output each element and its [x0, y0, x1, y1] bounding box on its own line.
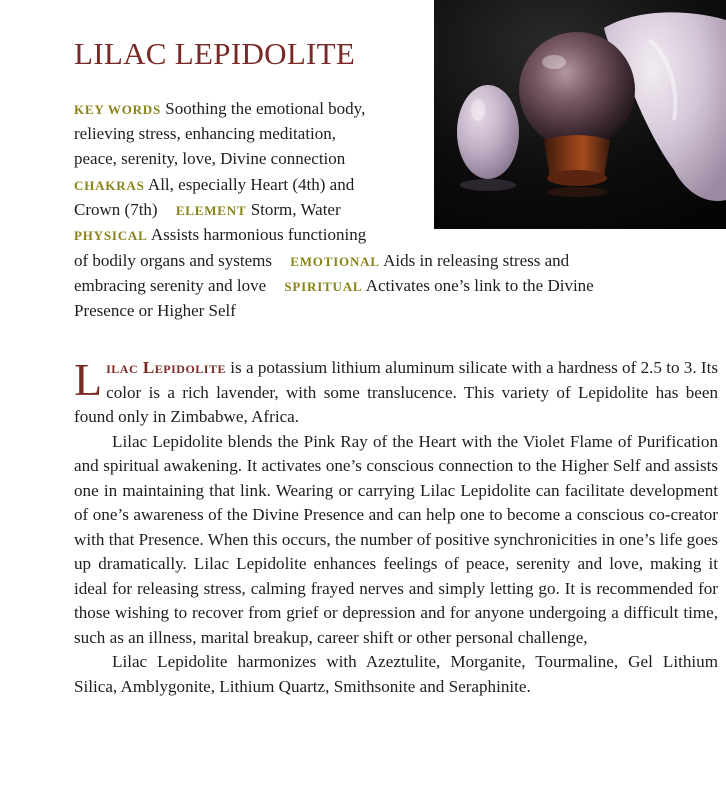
attr-keywords-line3: peace, serenity, love, Divine connection — [74, 149, 346, 168]
attr-physical — [74, 222, 366, 248]
keywords-label: KEY WORDS — [74, 102, 162, 117]
paragraph-1-text: is a potassium lithium aluminum silicate with a hardness of 2.5 to 3. Its color is a rich lavender, with some translucence. This variety of Lepidolite has been found only in Zimbabwe, Africa. — [74, 358, 719, 426]
physical-text-cont: of bodily organs and systems — [74, 251, 273, 270]
spiritual-label: SPIRITUAL — [284, 279, 363, 294]
drop-cap: L — [74, 354, 103, 405]
attr-element — [74, 197, 341, 223]
attr-keywords-line2: relieving stress, enhancing meditation, — [74, 124, 337, 143]
body-text — [74, 356, 718, 699]
emotional-text: Aids in releasing stress and — [383, 251, 570, 270]
attr-emotional — [74, 248, 569, 274]
keywords-text: Soothing the emotional body, — [165, 99, 366, 118]
attr-keywords — [74, 96, 365, 122]
paragraph-1 — [74, 356, 718, 430]
emotional-text-cont: embracing serenity and love — [74, 276, 267, 295]
paragraph-2: Lilac Lepidolite blends the Pink Ray of the Heart with the Violet Flame of Purification and spiritual awakening. It activates one’s conscious connection to the Higher Self and assists one in maintaining that link. Wearing or carrying Lilac Lepidolite can facilitate development of one’s awareness of the Divine Presence and can help one to become a conscious co-creator with that Presence. When this occurs, the number of positive synchronicities in one’s life goes up dramatically. Lilac Lepidolite enhances feelings of peace, serenity and love, making it ideal for releasing stress, calming frayed nerves and simply letting go. It is recommended for those wishing to recover from grief or depression and for anyone undergoing a difficult time, such as an illness, marital breakup, career shift or other personal challenge, — [74, 431, 718, 647]
emotional-label: EMOTIONAL — [290, 254, 380, 269]
page-title: LILAC LEPIDOLITE — [74, 36, 356, 71]
paragraph-3: Lilac Lepidolite harmonizes with Azeztulite, Morganite, Tourmaline, Gel Lithium Silica, Amblygonite, Lithium Quartz, Smithsonite and Seraphinite. — [74, 652, 718, 696]
chakras-text-cont: Crown (7th) — [74, 200, 158, 219]
physical-label: PHYSICAL — [74, 228, 148, 243]
chakras-text: All, especially Heart (4th) and — [147, 175, 355, 194]
chakras-label: CHAKRAS — [74, 178, 145, 193]
physical-text: Assists harmonious functioning — [150, 225, 367, 244]
lead-in: ilac Lepidolite — [106, 358, 226, 377]
attr-spiritual-line2: Presence or Higher Self — [74, 301, 236, 320]
attr-spiritual — [74, 273, 594, 299]
spiritual-text: Activates one’s link to the Divine — [365, 276, 594, 295]
crystal-illustration — [434, 0, 726, 229]
crystal-photo — [434, 0, 726, 229]
element-text: Storm, Water — [250, 200, 341, 219]
element-label: ELEMENT — [175, 203, 247, 218]
attr-chakras — [74, 172, 354, 198]
